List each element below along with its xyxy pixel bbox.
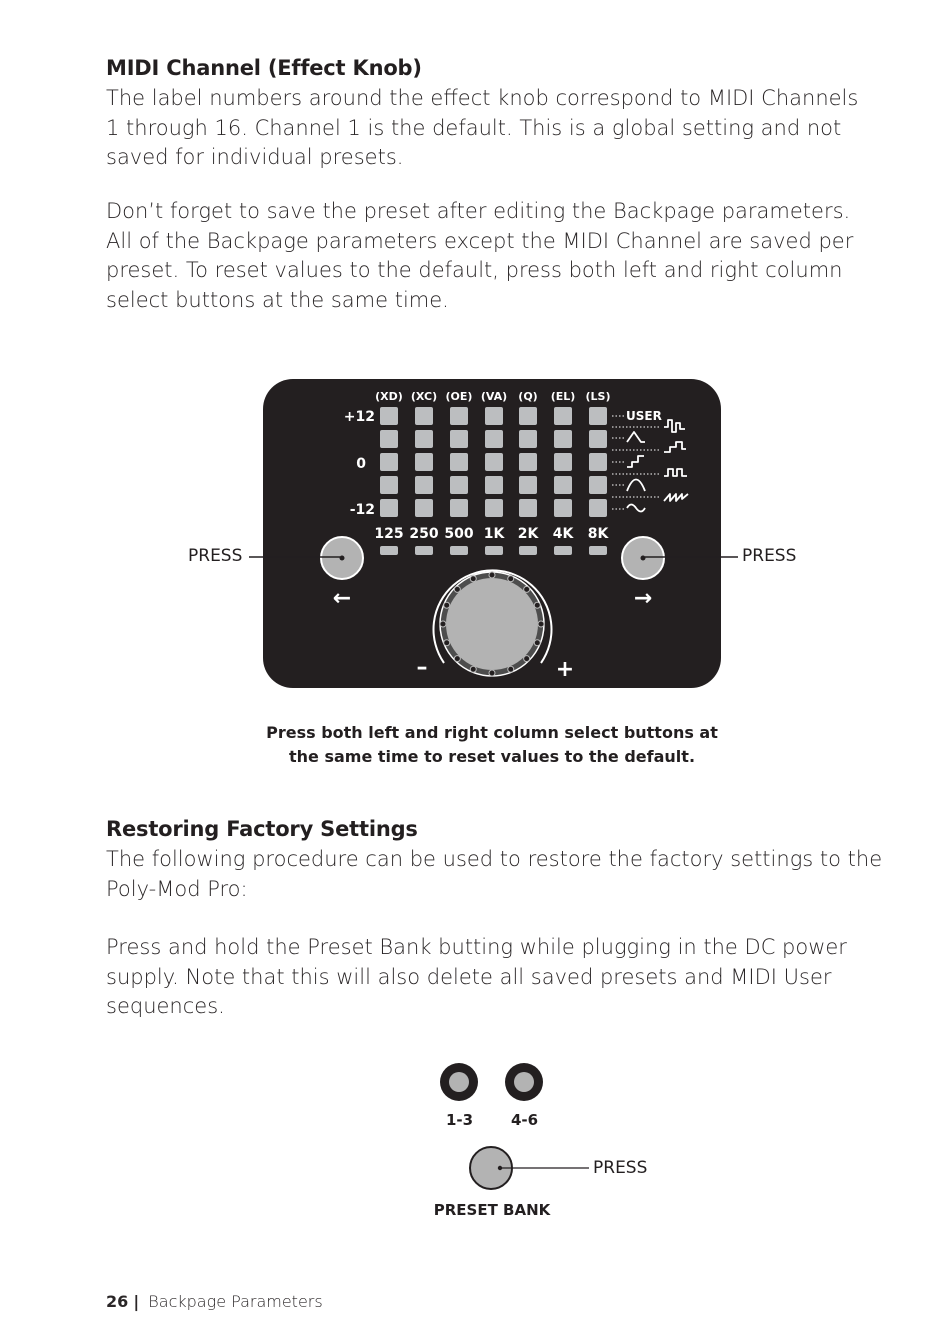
text-line: supply. Note that this will also delete all saved presets and MIDI User: [106, 964, 832, 989]
knob-tick: [470, 666, 476, 672]
text-line: The label numbers around the effect knob correspond to MIDI Channels: [106, 86, 859, 110]
save-preset-paragraph: [106, 197, 853, 315]
preset-bank-paragraph: [106, 933, 847, 1022]
led-indicator: [380, 499, 398, 517]
text-line: All of the Backpage parameters except the MIDI Channel are saved per: [106, 228, 854, 253]
caption-line: the same time to reset values to the default.: [288, 747, 696, 766]
footer-separator: |: [133, 1292, 140, 1311]
frequency-label: 500: [444, 526, 474, 542]
led-indicator: [485, 407, 503, 425]
column-select-led: [380, 546, 398, 555]
led-label-4-6: 4-6: [511, 1111, 539, 1129]
led-indicator: [450, 453, 468, 471]
led-indicator: [450, 430, 468, 448]
led-indicator: [554, 476, 572, 494]
led-indicator: [554, 430, 572, 448]
section-heading-midi-channel: MIDI Channel (Effect Knob): [106, 56, 422, 80]
section-heading-factory-settings: Restoring Factory Settings: [106, 817, 418, 841]
text-line: The following procedure can be used to restore the factory settings to the: [106, 847, 883, 871]
column-select-led: [450, 546, 468, 555]
caption-line: Press both left and right column select buttons at: [266, 723, 718, 742]
column-header: (VA): [480, 390, 508, 403]
frequency-label: 125: [374, 526, 404, 542]
led-indicator: [554, 453, 572, 471]
led-indicator: [589, 407, 607, 425]
led-indicator: [380, 430, 398, 448]
left-arrow-icon: ←: [332, 586, 352, 611]
text-line: Press and hold the Preset Bank butting while plugging in the DC power: [106, 935, 847, 959]
knob-tick: [489, 572, 495, 578]
knob-tick: [534, 640, 540, 646]
led-indicator: [485, 499, 503, 517]
knob-tick: [489, 670, 495, 676]
led-indicator: [415, 453, 433, 471]
column-select-led: [415, 546, 433, 555]
knob-tick: [508, 666, 514, 672]
right-arrow-icon: →: [633, 586, 653, 611]
frequency-label: 8K: [587, 526, 609, 542]
text-line: 1 through 16. Channel 1 is the default. This is a global setting and not: [106, 115, 842, 140]
row-label-plus12: +12: [343, 409, 375, 425]
led-4-6: [514, 1072, 534, 1092]
midi-channel-paragraph: [106, 84, 858, 173]
led-indicator: [519, 453, 537, 471]
led-indicator: [450, 476, 468, 494]
led-indicator: [519, 407, 537, 425]
column-select-led: [589, 546, 607, 555]
text-line: select buttons at the same time.: [106, 287, 449, 312]
column-header: (XD): [375, 390, 403, 403]
led-indicator: [554, 407, 572, 425]
knob-tick: [534, 602, 540, 608]
effect-knob[interactable]: [446, 578, 538, 670]
text-line: saved for individual presets.: [106, 145, 404, 169]
led-indicator: [519, 499, 537, 517]
led-indicator: [589, 453, 607, 471]
knob-tick: [524, 586, 530, 592]
text-line: Don’t forget to save the preset after editing the Backpage parameters.: [106, 199, 851, 223]
press-label-preset: PRESS: [593, 1158, 648, 1178]
knob-tick: [444, 602, 450, 608]
panel-caption: [200, 721, 784, 769]
column-header: (OE): [445, 390, 473, 403]
column-header: (XC): [410, 390, 438, 403]
page-number: 26: [106, 1292, 129, 1311]
row-label-minus12: -12: [349, 502, 375, 518]
preset-bank-diagram: [0, 1055, 950, 1205]
frequency-label: 1K: [483, 526, 505, 542]
led-indicator: [485, 453, 503, 471]
led-indicator: [485, 476, 503, 494]
knob-tick: [440, 621, 446, 627]
led-indicator: [380, 476, 398, 494]
led-indicator: [485, 430, 503, 448]
column-header: (EL): [550, 390, 576, 403]
column-select-led: [554, 546, 572, 555]
row-label-zero: 0: [356, 456, 366, 472]
knob-tick: [454, 586, 460, 592]
led-indicator: [415, 407, 433, 425]
column-header: (LS): [585, 390, 611, 403]
press-label-right: PRESS: [742, 546, 797, 566]
led-indicator: [415, 430, 433, 448]
led-indicator: [589, 476, 607, 494]
frequency-label: 4K: [552, 526, 574, 542]
page-footer: [106, 1292, 323, 1311]
led-indicator: [519, 476, 537, 494]
led-indicator: [450, 499, 468, 517]
text-line: Poly-Mod Pro:: [106, 876, 248, 901]
led-label-1-3: 1-3: [446, 1111, 474, 1129]
knob-tick: [508, 576, 514, 582]
preset-bank-label: PRESET BANK: [433, 1201, 551, 1219]
led-indicator: [589, 430, 607, 448]
knob-tick: [444, 640, 450, 646]
knob-tick: [538, 621, 544, 627]
led-indicator: [380, 453, 398, 471]
backpage-panel-diagram: [0, 370, 950, 700]
led-indicator: [519, 430, 537, 448]
footer-section-title: Backpage Parameters: [148, 1292, 323, 1311]
text-line: sequences.: [106, 994, 225, 1018]
user-label: USER: [626, 409, 662, 423]
text-line: preset. To reset values to the default, press both left and right column: [106, 258, 843, 282]
frequency-label: 250: [409, 526, 439, 542]
knob-tick: [524, 656, 530, 662]
knob-tick: [470, 576, 476, 582]
led-1-3: [449, 1072, 469, 1092]
frequency-label: 2K: [517, 526, 539, 542]
led-indicator: [450, 407, 468, 425]
column-select-led: [519, 546, 537, 555]
column-select-led: [485, 546, 503, 555]
minus-label: –: [416, 655, 428, 680]
led-indicator: [415, 476, 433, 494]
led-indicator: [554, 499, 572, 517]
led-indicator: [415, 499, 433, 517]
factory-settings-paragraph: [106, 845, 882, 904]
press-label-left: PRESS: [188, 546, 243, 566]
knob-tick: [454, 656, 460, 662]
led-indicator: [380, 407, 398, 425]
column-header: (Q): [518, 390, 538, 403]
led-indicator: [589, 499, 607, 517]
plus-label: +: [555, 657, 575, 682]
